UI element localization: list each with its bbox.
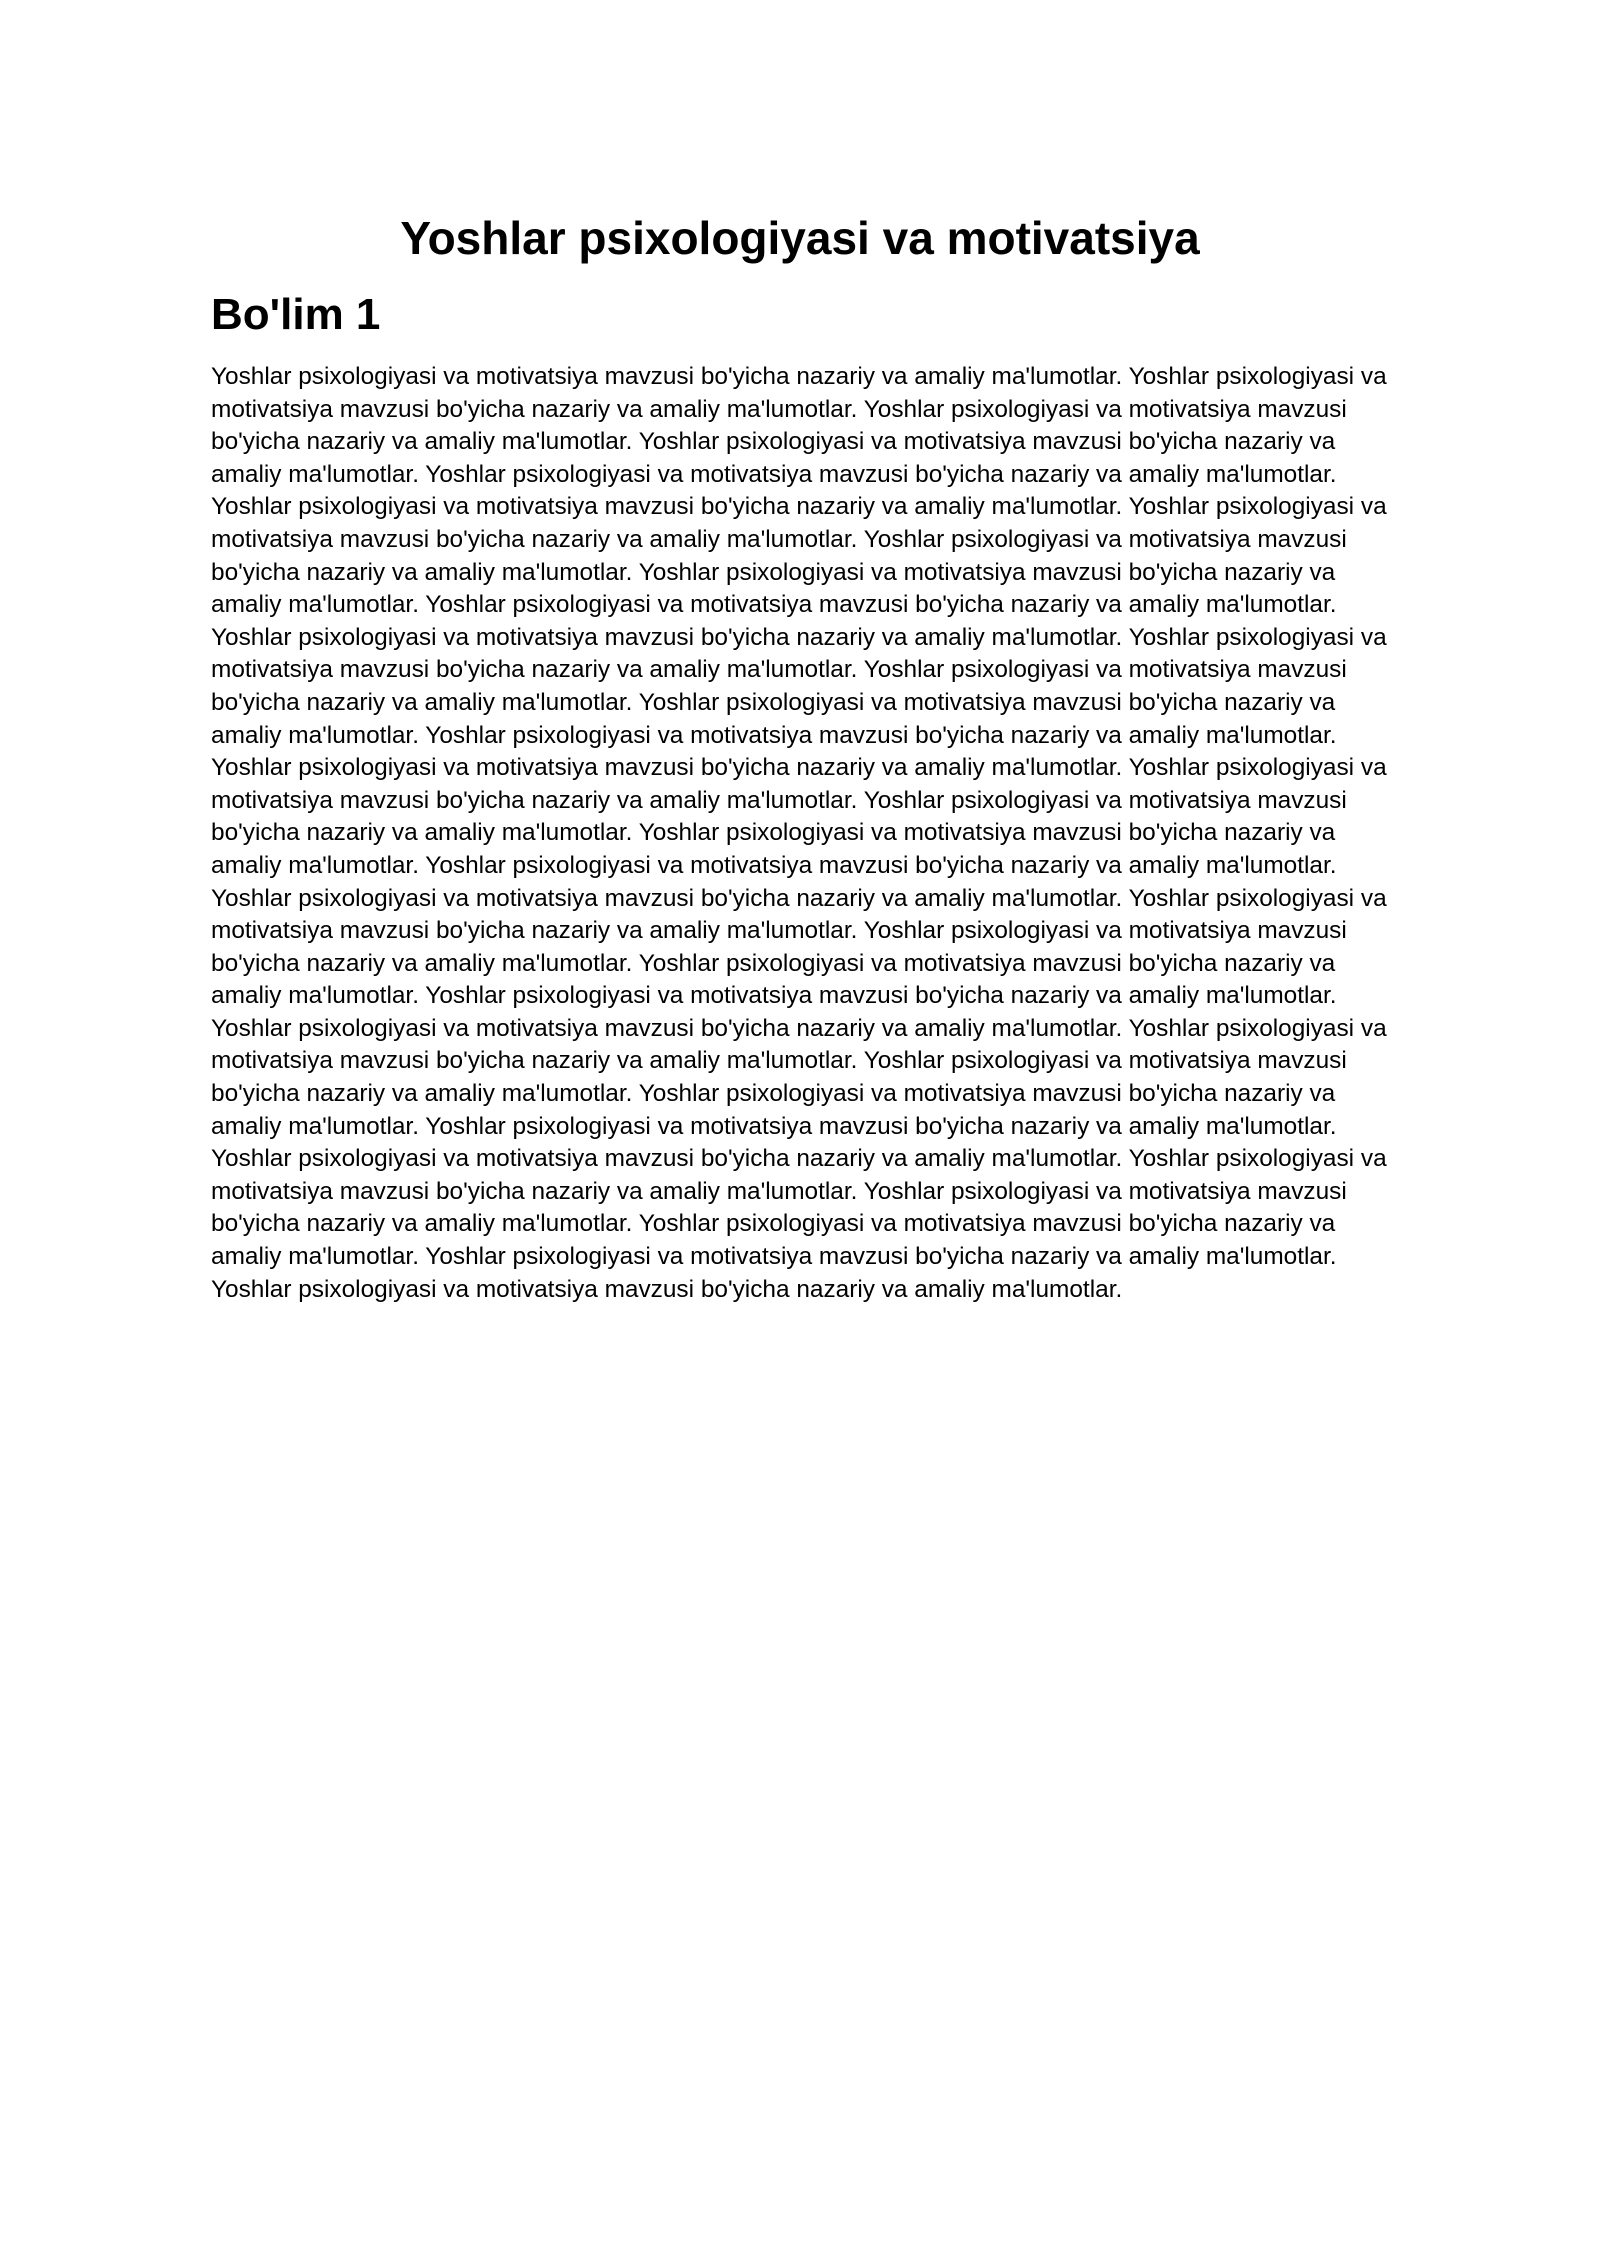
document-title: Yoshlar psixologiyasi va motivatsiya <box>400 212 1200 264</box>
body-paragraph: Yoshlar psixologiyasi va motivatsiya mavzusi bo'yicha nazariy va amaliy ma'lumotlar. Yoshlar psixologiyasi va motivatsiya mavzusi bo'yicha nazariy va amaliy ma'lumotlar. Yoshlar psixologiyasi va motivatsiya mavzusi bo'yicha nazariy va amaliy ma'lumotlar. Yoshlar psixologiyasi va motivatsiya mavzusi bo'yicha nazariy va amaliy ma'lumotlar. Yoshlar psixologiyasi va motivatsiya mavzusi bo'yicha nazariy va amaliy ma'lumotlar. Yoshlar psixologiyasi va motivatsiya mavzusi bo'yicha nazariy va amaliy ma'lumotlar. Yoshlar psixologiyasi va motivatsiya mavzusi bo'yicha nazariy va amaliy ma'lumotlar. Yoshlar psixologiyasi va motivatsiya mavzusi bo'yicha nazariy va amaliy ma'lumotlar. Yoshlar psixologiyasi va motivatsiya mavzusi bo'yicha nazariy va amaliy ma'lumotlar. Yoshlar psixologiyasi va motivatsiya mavzusi bo'yicha nazariy va amaliy ma'lumotlar. Yoshlar psixologiyasi va motivatsiya mavzusi bo'yicha nazariy va amaliy ma'lumotlar. Yoshlar psixologiyasi va motivatsiya mavzusi bo'yicha nazariy va amaliy ma'lumotlar. Yoshlar psixologiyasi va motivatsiya mavzusi bo'yicha nazariy va amaliy ma'lumotlar. Yoshlar psixologiyasi va motivatsiya mavzusi bo'yicha nazariy va amaliy ma'lumotlar. Yoshlar psixologiyasi va motivatsiya mavzusi bo'yicha nazariy va amaliy ma'lumotlar. Yoshlar psixologiyasi va motivatsiya mavzusi bo'yicha nazariy va amaliy ma'lumotlar. Yoshlar psixologiyasi va motivatsiya mavzusi bo'yicha nazariy va amaliy ma'lumotlar. Yoshlar psixologiyasi va motivatsiya mavzusi bo'yicha nazariy va amaliy ma'lumotlar. Yoshlar psixologiyasi va motivatsiya mavzusi bo'yicha nazariy va amaliy ma'lumotlar. Yoshlar psixologiyasi va motivatsiya mavzusi bo'yicha nazariy va amaliy ma'lumotlar. Yoshlar psixologiyasi va motivatsiya mavzusi bo'yicha nazariy va amaliy ma'lumotlar. Yoshlar psixologiyasi va motivatsiya mavzusi bo'yicha nazariy va amaliy ma'lumotlar. Yoshlar psixologiyasi va motivatsiya mavzusi bo'yicha nazariy va amaliy ma'lumotlar. Yoshlar psixologiyasi va motivatsiya mavzusi bo'yicha nazariy va amaliy ma'lumotlar. Yoshlar psixologiyasi va motivatsiya mavzusi bo'yicha nazariy va amaliy ma'lumotlar. Yoshlar psixologiyasi va motivatsiya mavzusi bo'yicha nazariy va amaliy ma'lumotlar. Yoshlar psixologiyasi va motivatsiya mavzusi bo'yicha nazariy va amaliy ma'lumotlar. Yoshlar psixologiyasi va motivatsiya mavzusi bo'yicha nazariy va amaliy ma'lumotlar. Yoshlar psixologiyasi va motivatsiya mavzusi bo'yicha nazariy va amaliy ma'lumotlar. Yoshlar psixologiyasi va motivatsiya mavzusi bo'yicha nazariy va amaliy ma'lumotlar. Yoshlar psixologiyasi va motivatsiya mavzusi bo'yicha nazariy va amaliy ma'lumotlar. Yoshlar psixologiyasi va motivatsiya mavzusi bo'yicha nazariy va amaliy ma'lumotlar. Yoshlar psixologiyasi va motivatsiya mavzusi bo'yicha nazariy va amaliy ma'lumotlar. Yoshlar psixologiyasi va motivatsiya mavzusi bo'yicha nazariy va amaliy ma'lumotlar. Yoshlar psixologiyasi va motivatsiya mavzusi bo'yicha nazariy va amaliy ma'lumotlar. Yoshlar psixologiyasi va motivatsiya mavzusi bo'yicha nazariy va amaliy ma'lumotlar. <box>211 363 1387 1303</box>
section-heading: Bo'lim 1 <box>211 290 381 339</box>
